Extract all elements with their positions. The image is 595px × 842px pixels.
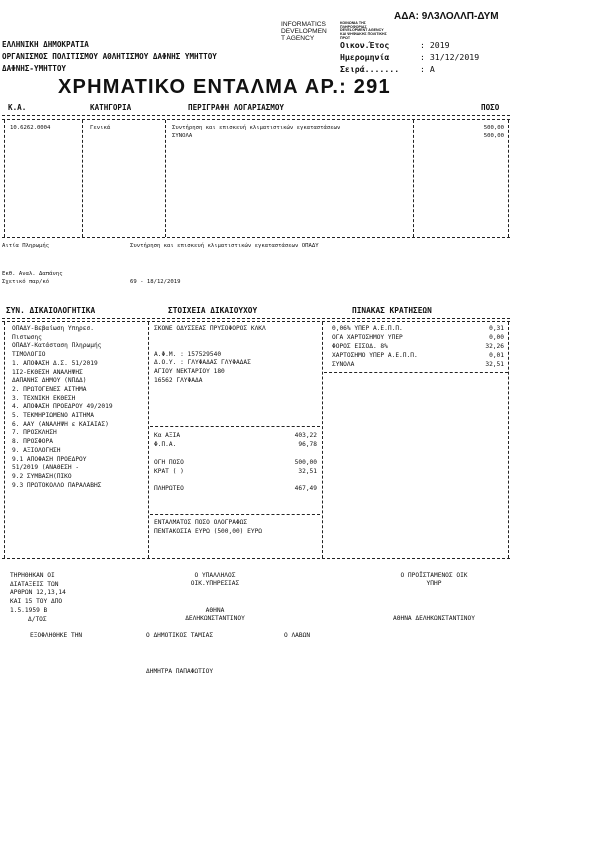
ada-code: ΑΔΑ: 9Λ3ΛΟΛΛΠ-ΔΥΜ — [394, 11, 499, 22]
officer-title: Ο ΥΠΑΛΛΗΛΟΣ — [194, 572, 236, 579]
amount-payable-value: 467,49 — [294, 485, 317, 492]
amount-vat-label: Φ.Π.Α. — [154, 441, 177, 448]
logo-line: INFORMATICS — [281, 21, 326, 28]
amount-net-value: 403,22 — [294, 432, 317, 439]
legal-note — [10, 572, 66, 624]
col-header-description: ΠΕΡΙΓΡΑΦΗ ΛΟΓΑΡΙΑΣΜΟΥ — [188, 103, 285, 112]
table-col-divider — [82, 120, 83, 237]
docs-list — [12, 325, 113, 490]
list-item: ΟΠΑΔΥ-Βεβαίωση Υπηρεσ. — [12, 325, 94, 332]
list-item: 6. ΑΑΥ (ΑΝΑΛΗΨΗ ε ΚΑΙΑΙΑΣ) — [12, 420, 109, 428]
section-beneficiary-title: ΣΤΟΙΧΕΙΑ ΔΙΚΑΙΟΥΧΟΥ — [168, 306, 258, 315]
amount-gross-label: ΟΓΗ ΠΟΣΟ — [154, 459, 184, 466]
logo-small-line: DEVELOPMENT AGENCY — [340, 28, 384, 33]
amount-deductions-label: ΚΡΑΤ ( ) — [154, 468, 184, 475]
logo-small-line: ΠΡΩΤ — [340, 35, 351, 40]
list-item: 1Ι2-ΕΚΘΕΣΗ ΑΝΑΛΗΨΗΣ — [12, 368, 83, 376]
lower-top-rule-2 — [2, 321, 510, 322]
legal-note-line: ΚΑΙ 15 ΤΟΥ ΔΠΟ — [10, 598, 63, 606]
list-item: 9.1 ΑΠΟΦΑΣΗ ΠΡΟΕΔΡΟΥ — [12, 455, 87, 463]
beneficiary-doy: Δ.Ο.Υ. : ΓΛΥΦΑΔΑΣ ΓΛΥΦΑΔΑΣ — [154, 359, 251, 367]
beneficiary-name: ΣΚΟΝΕ ΟΔΥΣΣΕΑΣ ΠΡΥΣΟΦΟΡΟΣ ΚΛΚΛ — [154, 325, 266, 332]
item-category: Γενικά — [90, 125, 111, 131]
col-header-amount: ΠΟΣΟ — [481, 103, 500, 112]
beneficiary-street: ΑΓΙΟΥ ΝΕΚΤΑΡΙΟΥ 180 — [154, 368, 225, 376]
logo-line: DEVELOPMEN — [281, 27, 327, 35]
list-item: 4. ΑΠΟΦΑΣΗ ΠΡΟΕΔΡΟΥ 49/2019 — [12, 403, 113, 411]
section-deductions-title: ΠΙΝΑΚΑΣ ΚΡΑΤΗΣΕΩΝ — [352, 306, 432, 315]
head-signature: ΑΘΗΝΑ ΔΕΛΗΚΩΝΣΤΑΝΤΙΝΟΥ — [393, 615, 475, 622]
list-item: ΔΑΠΑΝΗΣ ΔΗΜΟΥ (ΝΠΔΔ) — [12, 377, 87, 385]
list-item: 5. ΤΕΚΜΗΡΙΩΜΕΝΟ ΑΙΤΗΜΑ — [12, 412, 94, 420]
deduction-label: ΟΓΑ ΧΑΡΤΟΣΗΜΟΥ ΥΠΕΡ — [332, 334, 403, 341]
deduction-value: 0,00 — [489, 334, 504, 341]
logo-small-line: ΠΛΗΡΟΦΟΡΙΑΣ — [340, 24, 367, 29]
legal-note-line: 1.5.1959 Β — [10, 606, 48, 614]
logo-line: T AGENCY — [281, 34, 315, 42]
beneficiary-info — [154, 325, 266, 386]
officer-signature-name: ΑΘΗΝΑ — [205, 607, 225, 614]
amount-words-text: ΠΕΝΤΑΚΟΣΙΑ ΕΥΡΩ (500,00) ΕΥΡΩ — [154, 528, 263, 535]
logo-small-line: ΚΟΙΝΩΝΙΑ ΤΗΣ — [340, 21, 366, 25]
deduction-total-value: 32,51 — [485, 361, 504, 368]
deduction-total-label: ΣΥΝΟΛΑ — [332, 361, 355, 368]
receiver-label: Ο ΛΑΒΩΝ — [284, 632, 311, 639]
logo-small-text — [340, 22, 387, 41]
series-value: : Α — [420, 64, 435, 74]
commitment-label-2: Σχετικό παρ/κό — [2, 279, 50, 285]
officer-signature-surname: ΔΕΛΗΚΩΝΣΤΑΝΤΙΝΟΥ — [185, 615, 245, 622]
cashier-label: Ο ΔΗΜΟΤΙΚΟΣ ΤΑΜΙΑΣ — [146, 632, 214, 639]
deduction-value: 0,31 — [489, 325, 504, 332]
org-municipality: ΔΑΦΝΗΣ-ΥΜΗΤΤΟΥ — [2, 64, 67, 73]
cashier-name: ΔΗΜΗΤΡΑ ΠΑΠΑΦΩΤΙΟΥ — [146, 668, 214, 675]
amount-gross-value: 500,00 — [294, 459, 317, 466]
list-item: 51/2019 (ΑΝΑΘΕΣΗ - — [12, 464, 80, 472]
beneficiary-afm: Α.Φ.Μ. : 157529540 — [154, 350, 222, 358]
item-ka: 10.6262.0004 — [10, 125, 51, 131]
table-col-divider — [508, 120, 509, 237]
document-title: ΧΡΗΜΑΤΙΚΟ ΕΝΤΑΛΜΑ ΑΡ.: 291 — [58, 76, 391, 98]
lower-divider — [322, 322, 323, 558]
totals-label: ΣΥΝΟΛΑ — [172, 133, 193, 139]
lower-top-rule — [2, 318, 510, 319]
commitment-value: 69 - 18/12/2019 — [130, 279, 181, 285]
deduction-label: ΧΑΡΤΟΣΗΜΟ ΥΠΕΡ Α.Ε.Π.Π. — [332, 352, 418, 359]
deduction-label: ΦΟΡΟΣ ΕΙΣΟΔ. 8% — [332, 343, 388, 350]
officer-department: ΟΙΚ.ΥΠΗΡΕΣΙΑΣ — [190, 580, 240, 587]
table-col-divider — [413, 120, 414, 237]
deduction-value: 0,01 — [489, 352, 504, 359]
lower-bottom-rule — [2, 558, 510, 559]
date-label: Ημερομηνία — [340, 52, 390, 62]
amount-words-label: ΕΝΤΑΛΜΑΤΟΣ ΠΟΣΟ ΟΛΟΓΡΑΦΩΣ — [154, 519, 248, 526]
item-description: Συντήρηση και επισκευή κλιματιστικών εγκαταστάσεων — [172, 125, 341, 131]
table-col-divider — [165, 120, 166, 237]
beneficiary-rule — [150, 514, 320, 515]
deduction-value: 32,26 — [485, 343, 504, 350]
head-title: Ο ΠΡΟΪΣΤΑΜΕΝΟΣ ΟΙΚ — [400, 572, 468, 579]
deduction-label: 0,06% ΥΠΕΡ Α.Ε.Π.Π. — [332, 325, 403, 332]
list-item: 1. ΑΠΟΦΑΣΗ Δ.Σ. 51/2019 — [12, 359, 98, 367]
legal-note-line: ΤΗΡΗΘΗΚΑΝ ΟΙ — [10, 572, 55, 579]
logo-small-line: ΚΑΙ ΨΗΦΙΑΚΗΣ ΠΟΛΙΤΙΚΗΣ — [340, 32, 387, 37]
table-col-divider — [4, 120, 5, 237]
lower-divider — [508, 322, 509, 558]
org-name: ΟΡΓΑΝΙΣΜΟΣ ΠΟΛΙΤΙΣΜΟΥ ΑΘΛΗΤΙΣΜΟΥ ΔΑΦΝΗΣ ΥΜΗΤΤΟΥ — [2, 52, 217, 61]
lower-divider — [148, 322, 149, 558]
paid-label: ΕΞΟΦΛΗΘΗΚΕ ΤΗΝ — [30, 632, 83, 639]
table-bottom-rule — [2, 237, 510, 238]
beneficiary-rule — [150, 426, 320, 427]
table-header-rule — [2, 119, 510, 120]
list-item: 8. ΠΡΟΣΦΟΡΑ — [12, 438, 53, 446]
list-item: 3. ΤΕΧΝΙΚΗ ΕΚΘΕΣΗ — [12, 394, 76, 402]
amount-deductions-value: 32,51 — [298, 468, 317, 475]
org-country: ΕΛΛΗΝΙΚΗ ΔΗΜΟΚΡΑΤΙΑ — [2, 40, 89, 49]
payment-cause-label: Αιτία Πληρωμής — [2, 243, 50, 249]
totals-amount: 500,00 — [483, 133, 504, 139]
list-item: 9.3 ΠΡΩΤΟΚΟΛΛΟ ΠΑΡΑΛΑΒΗΣ — [12, 481, 102, 489]
col-header-category: ΚΑΤΗΓΟΡΙΑ — [90, 103, 132, 112]
list-item: ΤΙΜΟΛΟΓΙΟ — [12, 351, 46, 359]
list-item: 9.2 ΣΥΜΒΑΣΗ(ΠΙΚΟ — [12, 472, 72, 480]
commitment-label: Εκθ. Αναλ. Δαπάνης — [2, 271, 63, 277]
informatics-logo — [281, 22, 327, 42]
deductions-rule — [324, 372, 508, 373]
legal-note-line: Δ/ΤΟΣ — [28, 615, 47, 623]
fiscal-year-value: : 2019 — [420, 40, 450, 50]
col-header-ka: Κ.Α. — [8, 103, 27, 112]
amount-net-label: Κα ΑΞΙΑ — [154, 432, 181, 439]
date-value: : 31/12/2019 — [420, 52, 480, 62]
section-docs-title: ΣΥΝ. ΔΙΚΑΙΟΛΟΓΗΤΙΚΑ — [6, 306, 96, 315]
list-item: ΟΠΑΔΥ-Κατάσταση Πληρωμής — [12, 342, 102, 350]
list-item: 2. ΠΡΩΤΟΓΕΝΕΣ ΑΙΤΗΜΑ — [12, 385, 87, 393]
amount-vat-value: 96,78 — [298, 441, 317, 448]
list-item: 9. ΑΞΙΟΛΟΓΗΣΗ — [12, 446, 61, 454]
series-label: Σειρά....... — [340, 64, 400, 74]
table-top-rule — [2, 115, 510, 116]
list-item: Πιστωσης — [12, 333, 42, 341]
head-department: ΥΠΗΡ — [426, 580, 442, 587]
lower-divider — [4, 322, 5, 558]
beneficiary-city: 16562 ΓΛΥΦΑΔΑ — [154, 376, 203, 384]
list-item: 7. ΠΡΟΣΚΛΗΣΗ — [12, 429, 57, 437]
legal-note-line: ΔΙΑΤΑΞΕΙΣ ΤΩΝ — [10, 580, 59, 588]
amount-payable-label: ΠΛΗΡΩΤΕΟ — [154, 485, 184, 492]
legal-note-line: ΑΡΘΡΩΝ 12,13,14 — [10, 589, 66, 597]
fiscal-year-label: Οικον.Έτος — [340, 40, 390, 50]
item-amount: 500,00 — [483, 125, 504, 131]
payment-cause-text: Συντήρηση και επισκευή κλιματιστικών εγκαταστάσεων ΟΠΑΔΥ — [130, 243, 319, 249]
